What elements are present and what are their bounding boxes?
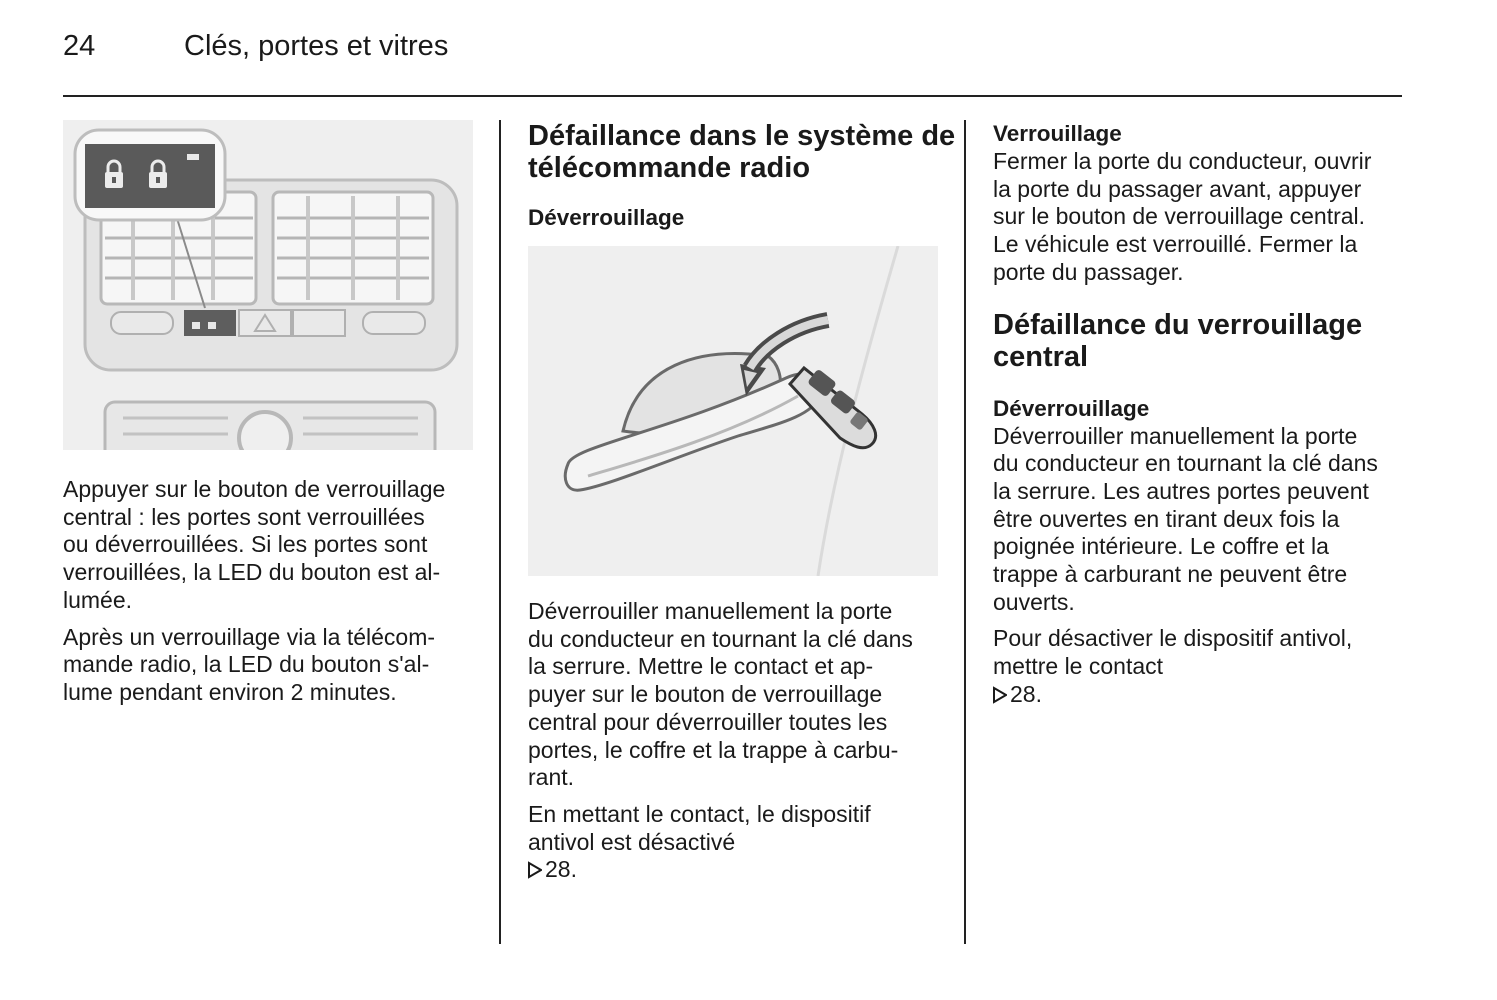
cross-reference-arrow-icon (528, 861, 542, 879)
paragraph-central-locking: Appuyer sur le bouton de verrouillage central : les portes sont verrouillées ou déverrouillées. Si les portes sont verrouillées, la LED du bouton est al- lumée. (63, 476, 446, 613)
page-title: Clés, portes et vitres (184, 30, 449, 62)
subheading-unlocking: Déverrouillage (528, 205, 685, 230)
column-3 (993, 120, 1408, 718)
paragraph-deactivate-antitheft: Pour désactiver le dispositif antivol, mettre le contact 28. (993, 625, 1353, 707)
paragraph-led-info: Après un verrouillage via la télécom- mande radio, la LED du bouton s'al- lume pendant environ 2 minutes. (63, 623, 436, 705)
page-reference-link[interactable]: 28. (545, 856, 577, 883)
paragraph-antitheft-ignition: En mettant le contact, le dispositif antivol est désactivé 28. (528, 800, 871, 883)
door-handle-key-illustration (528, 246, 938, 576)
column-divider-1 (499, 120, 501, 944)
central-locking-button-illustration (63, 120, 473, 450)
column-divider-2 (964, 120, 966, 944)
page-number: 24 (63, 30, 96, 62)
paragraph-manual-unlock: Déverrouiller manuellement la porte du conducteur en tournant la clé dans la serrure. Mettre le contact et ap- puyer sur le bouton de verrouillage central pour déverrouiller toutes les portes, le coffre et la trappe à carbu- rant. (528, 598, 913, 791)
cross-reference-arrow-icon (993, 686, 1007, 704)
paragraph-manual-unlock-driver: Déverrouiller manuellement la porte du conducteur en tournant la clé dans la serrure. Les autres portes peuvent être ouvertes en tirant deux fois la poignée intérieure. Le coffre et la trappe à carburant ne peuvent être ouverts. (993, 422, 1378, 615)
header-divider (63, 95, 1402, 97)
column-2 (528, 120, 956, 893)
page-reference-link[interactable]: 28. (1010, 680, 1042, 707)
column-1 (63, 120, 478, 716)
section-heading-central-lock-failure: Défaillance du verrouillage central (993, 308, 1363, 373)
subheading-locking: Verrouillage (993, 121, 1122, 146)
section-heading-remote-failure: Défaillance dans le système de télécommande radio (528, 120, 956, 184)
subheading-unlocking: Déverrouillage (993, 395, 1150, 421)
paragraph-locking: Fermer la porte du conducteur, ouvrir la porte du passager avant, appuyer sur le bouton de verrouillage central. Le véhicule est verrouillé. Fermer la porte du passager. (993, 148, 1372, 285)
